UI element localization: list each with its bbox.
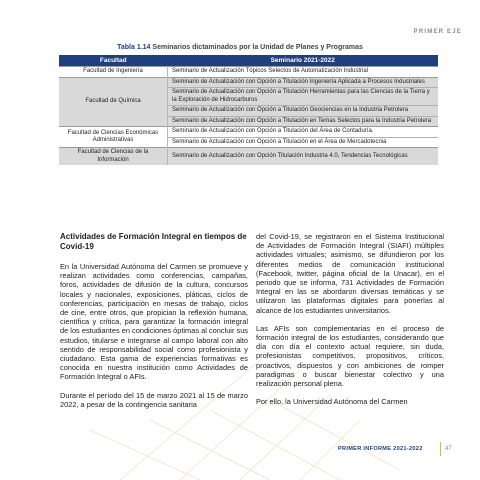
table-row xyxy=(59,67,438,78)
body-paragraph: Las AFIs son complementarias en el proceso de formación integral de los estudiantes, considerando que día con día el contexto actual requiere, sin duda, profesionistas competitivos, propositivos, críticos, proactivos, dispuestos y con ambiciones de romper paradigmas o buscar bienestar colectivo y una realización personal plena. xyxy=(256,323,444,389)
body-paragraph: Durante el período del 15 de marzo 2021 al 15 de marzo 2022, a pesar de la contingencia sanitaria xyxy=(60,390,248,409)
table-row xyxy=(59,148,438,166)
faculty-cell: Facultad de Ingeniería xyxy=(59,67,168,78)
footer-report-title: PRIMER INFORME 2021-2022 xyxy=(338,446,423,452)
footer-divider xyxy=(440,442,441,456)
table-caption-number: Tabla 1.14 xyxy=(117,44,151,51)
table-caption-text: Seminarios dictaminados por la Unidad de Planes y Programas xyxy=(152,44,363,51)
body-paragraph: del Covid-19, se registraron en el Sistema Institucional de Actividades de Formación Integral (SIAFI) múltiples actividades virtuales; asimismo, se difundieron por los diferentes medios de comunicación institucional (Facebook, twitter, página oficial de la Unacar), en el periodo que se informa, 731 Actividades de Formación Integral en las se abordaron diversas temáticas y se utilizaron las plataformas digitales para ponerlas al alcance de los estudiantes universitarios. xyxy=(256,232,444,315)
seminar-cell: Seminario de Actualización con Opción a Titulación del Área de Contaduría. xyxy=(168,127,439,138)
table-header-row xyxy=(59,55,438,67)
column-header-seminar: Seminario 2021-2022 xyxy=(168,55,439,67)
table-row xyxy=(59,77,438,88)
seminar-cell: Seminario de Actualización con Opción a Titulación en Temas Selectos para la Industria Petrolera xyxy=(168,116,439,127)
section-heading: Actividades de Formación Integral en tiempos de Covid-19 xyxy=(60,232,247,251)
seminar-cell: Seminario de Actualización con Opción Titulación Industria 4.0, Tendencias Tecnológicas xyxy=(168,148,439,166)
seminar-cell: Seminario de Actualización Tópicos Selectos de Automatización Industrial xyxy=(168,67,439,78)
right-text-column xyxy=(256,232,444,415)
seminars-table xyxy=(59,55,438,165)
faculty-cell: Facultad de Ciencias de la Información xyxy=(59,148,168,166)
seminar-cell: Seminario de Actualización con Opción a Titulación en el Área de Mercadotecnia xyxy=(168,137,439,148)
body-paragraph: Por ello, la Universidad Autónoma del Carmen xyxy=(256,397,408,407)
column-header-faculty: Facultad xyxy=(59,55,168,67)
seminar-cell: Seminario de Actualización con Opción a Titulación Herramientas para las Ciencias de la Tierra y la Exploración de Hidrocarburos xyxy=(168,88,439,106)
body-paragraph: En la Universidad Autónoma del Carmen se promueve y realizan actividades como conferencias, campañas, foros, actividades de difusión de la cultura, concursos locales y nacionales, exposiciones, pláticas, ciclos de conferencias, participación en mesas de trabajo, ciclos de cine, entre otros, que propician la reflexión humana, científica y crítica, para garantizar la formación integral de los estudiantes en condiciones óptimas al concluir sus estudios, titularse e integrarse al campo laboral con alto sentido de responsabilidad social como profesionista y ciudadano. Esta gama de experiencias formativas es conocida en nuestra institución como Actividades de Formación Integral o AFIs. xyxy=(60,262,248,382)
seminar-cell: Seminario de Actualización con Opción a Titulación Ingeniería Aplicada a Procesos Industriales xyxy=(168,77,439,88)
table-caption xyxy=(0,44,480,51)
page-number: 47 xyxy=(445,446,452,452)
section-label: PRIMER EJE xyxy=(413,29,462,35)
seminar-cell: Seminario de Actualización con Opción a Titulación Geociencias en la Industria Petrolera xyxy=(168,106,439,117)
faculty-cell: Facultad de Ciencias Económicas Administrativas xyxy=(59,127,168,148)
table-row xyxy=(59,127,438,138)
faculty-cell: Facultad de Química xyxy=(59,77,168,127)
left-text-column xyxy=(60,232,248,418)
